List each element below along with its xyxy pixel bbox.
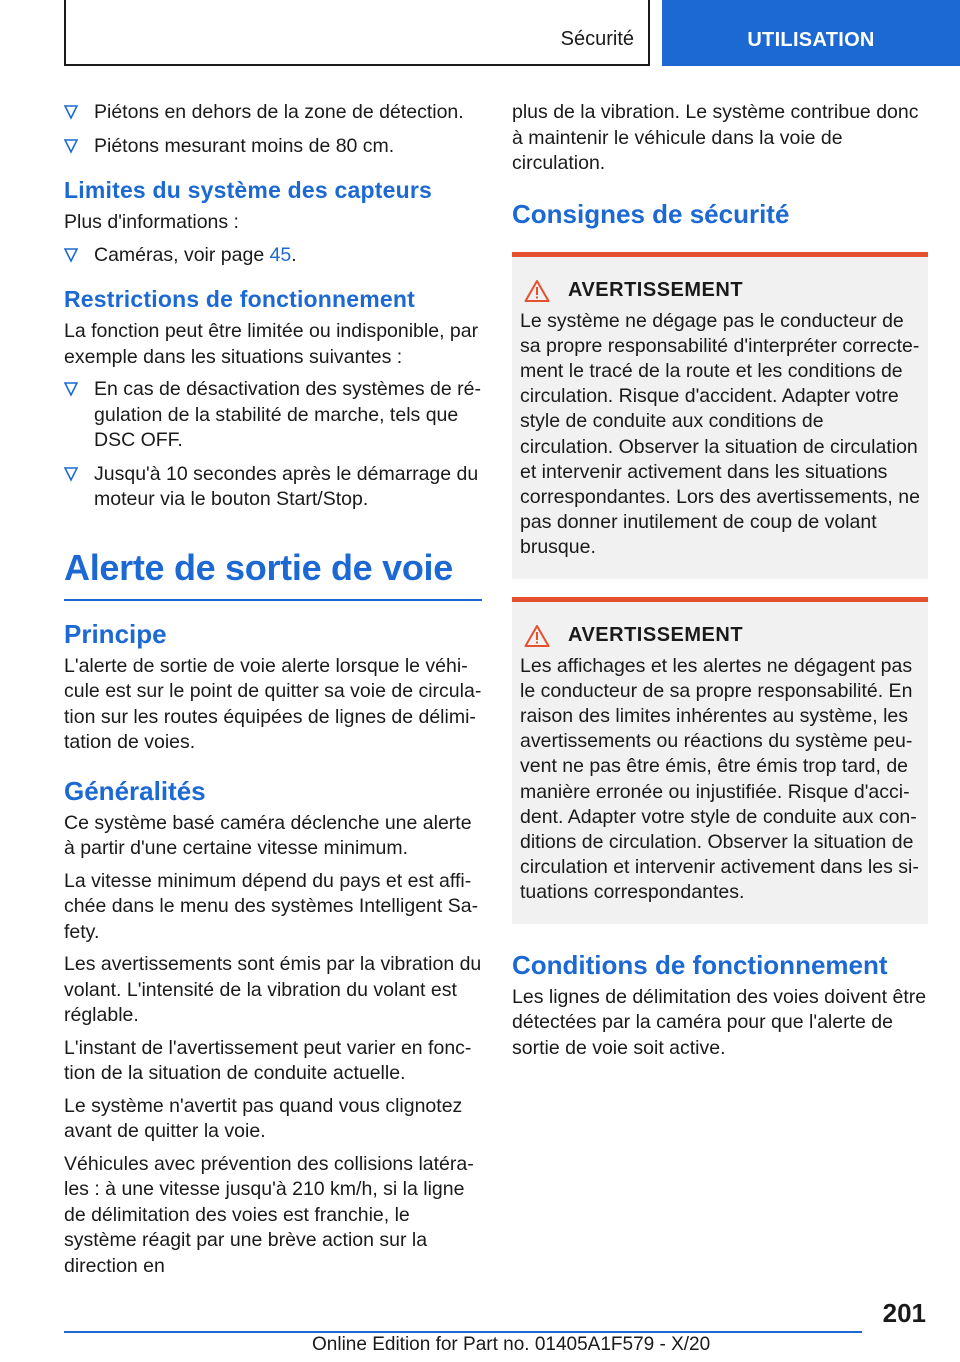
generalites-paragraph: L'instant de l'avertissement peut varier en fonction de la situation de conduite actuelle. [64,1036,472,1084]
right-column [512,100,928,1068]
warning-box [512,252,928,579]
generalites-paragraph: Les avertissements sont émis par la vibration du volant. L'intensité de la vibration du volant est réglable. [64,953,482,1026]
header-section-box [64,0,650,66]
limits-intro: Plus d'informations : [64,211,239,233]
left-column [64,100,482,1286]
warning-text: Les affichages et les alertes ne dégagent pas le conducteur de sa propre responsabilité. En raison des limites inhérentes au système, les avertissements ou réactions du système peuvent ne pas être émis, être émis trop tard, de manière erronée ou injustifiée. Risque d'accident. Adapter votre style de conduite aux conditions de circulation. Observer la situation de circulation et intervenir activement dans les situations correspondantes. [520,654,919,904]
continuation-text: plus de la vibration. Le système contribue donc à maintenir le véhicule dans la voie de circulation. [512,101,919,174]
bullet-list-restrictions [64,377,482,513]
generalites-paragraph: Véhicules avec prévention des collisions latérales : à une vitesse jusqu'à 210 km/h, si la ligne de délimitation des voies est franchie, le système réagit par une brève action sur la direction en [64,1152,474,1277]
triangle-bullet-icon [64,138,78,154]
list-item [64,462,482,513]
limits-heading: Limites du système des capteurs [64,177,432,203]
warning-header [520,624,920,648]
page-header [0,0,960,66]
list-item [64,377,482,454]
generalites-paragraph: Le système n'avertit pas quand vous clignotez avant de quitter la voie. [64,1094,463,1142]
triangle-bullet-icon [64,466,78,482]
warning-triangle-icon [524,624,550,648]
triangle-bullet-icon [64,104,78,120]
triangle-bullet-icon [64,247,78,263]
header-chapter-tab: UTILISATION [662,0,960,66]
restrictions-intro: La fonction peut être limitée ou indisponible, par exemple dans les situations suivantes : [64,320,479,368]
list-item [64,134,482,160]
warning-text: Le système ne dégage pas le conducteur de sa propre responsabilité d'interpréter correctement le tracé de la route et les conditions de circulation. Risque d'accident. Adapter votre style de conduite aux conditions de circulation. Observer la situation de circulation et intervenir activement dans les situations correspondantes. Lors des avertissements, ne pas donner inutilement de coup de volant brusque. [520,309,920,559]
list-item-text: Piétons en dehors de la zone de détection. [94,101,464,123]
list-item-text: Caméras, voir page [94,243,270,266]
list-item-text: En cas de désactivation des systèmes de régulation de la stabilité de marche, tels que DSC OFF. [94,378,481,451]
bullet-list-detection [64,100,482,159]
safety-heading: Consignes de sécurité [512,198,790,229]
restrictions-heading: Restrictions de fonctionnement [64,286,416,312]
principe-heading: Principe [64,618,167,649]
conditions-heading: Conditions de fonctionnement [512,949,888,980]
conditions-text: Les lignes de délimitation des voies doivent être détectées par la caméra pour que l'alerte de sortie de voie soit active. [512,985,927,1059]
warning-title: AVERTISSEMENT [568,279,744,301]
list-item [64,100,482,126]
header-section-title: Sécurité [560,28,634,50]
list-item-text: Piétons mesurant moins de 80 cm. [94,134,395,157]
page-reference-link[interactable]: 45 [269,243,292,266]
chapter-title: Alerte de sortie de voie [64,547,482,601]
warning-box [512,597,928,924]
generalites-heading: Généralités [64,775,206,806]
warning-header [520,279,920,303]
generalites-paragraph: La vitesse minimum dépend du pays et est affichée dans le menu des systèmes Intelligent Safety. [64,869,479,943]
list-item-text: Jusqu'à 10 secondes après le démarrage du moteur via le bouton Start/Stop. [94,462,479,510]
triangle-bullet-icon [64,381,78,397]
warning-title: AVERTISSEMENT [568,624,744,647]
principe-text: L'alerte de sortie de voie alerte lorsque le véhicule est sur le point de quitter sa voie de circulation sur les routes équipées de lignes de délimitation de voies. [64,654,482,753]
bullet-list-limits [64,243,482,269]
warning-triangle-icon [524,279,550,303]
list-item-end: . [291,243,297,266]
footer-divider [64,1331,862,1333]
page-number: 201 [882,1298,926,1328]
footer-edition-text: Online Edition for Part no. 01405A1F579 - X/20 [312,1334,711,1355]
list-item [64,243,482,269]
generalites-paragraph: Ce système basé caméra déclenche une alerte à partir d'une certaine vitesse minimum. [64,811,472,859]
